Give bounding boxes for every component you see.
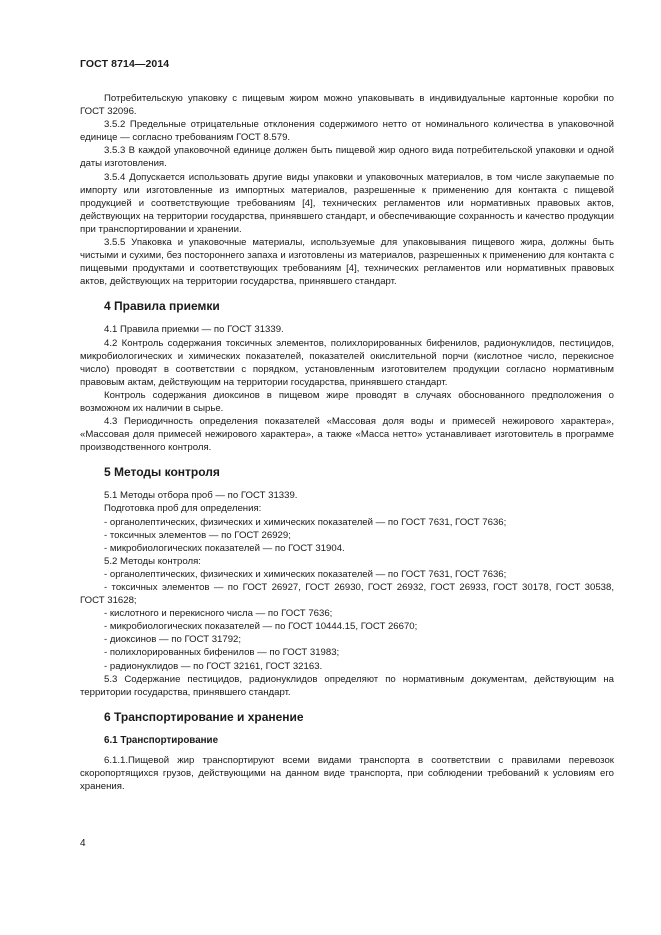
paragraph-5-2: 5.2 Методы контроля: — [104, 555, 201, 567]
section-5-heading: 5 Методы контроля — [104, 465, 220, 480]
section-4-heading: 4 Правила приемки — [104, 299, 220, 314]
section-6-heading: 6 Транспортирование и хранение — [104, 709, 304, 724]
standard-header: ГОСТ 8714—2014 — [80, 58, 170, 70]
list-item: - микробиологических показателей — по ГОСТ 10444.15, ГОСТ 26670; — [104, 621, 418, 633]
list-item: - полихлорированных бифенилов — по ГОСТ 31983; — [104, 647, 340, 659]
paragraph-4-2: 4.2 Контроль содержания токсичных элементов, полихлорированных бифенилов, радионуклидов, пестицидов, микробиологических и химических показателей, показателей окислительной порчи (кислотное число, перекисное число) проводят в соответствии с порядком, установленным изготовителем продукции согласно нормативным правовым актам, действующим на территории государства, принявшего стандарт. — [80, 337, 614, 388]
list-item: - органолептических, физических и химических показателей — по ГОСТ 7631, ГОСТ 7636; — [104, 516, 507, 528]
paragraph-6-1-1: 6.1.1.Пищевой жир транспортируют всеми видами транспорта в соответствии с правилами перевозок скоропортящихся грузов, действующими на данном виде транспорта, при соблюдении требований к условиям его хранения. — [80, 754, 614, 793]
sample-prep-intro: Подготовка проб для определения: — [104, 503, 262, 515]
list-item: - микробиологических показателей — по ГОСТ 31904. — [104, 542, 345, 554]
list-item: - органолептических, физических и химических показателей — по ГОСТ 7631, ГОСТ 7636; — [104, 568, 507, 580]
paragraph-5-3: 5.3 Содержание пестицидов, радионуклидов определяют по нормативным документам, действующим на территории государства, принявшего стандарт. — [80, 673, 614, 698]
list-item: - токсичных элементов — по ГОСТ 26927, ГОСТ 26930, ГОСТ 26932, ГОСТ 26933, ГОСТ 30178, ГОСТ 30538, ГОСТ 31628; — [80, 582, 614, 607]
paragraph-4-3: 4.3 Периодичность определения показателей «Массовая доля воды и примесей нежирового характера», «Массовая доля примесей нежирового характера», а также «Масса нетто» устанавливает изготовитель в программе производственного контроля. — [80, 416, 614, 454]
paragraph-4-2-dioxins: Контроль содержания диоксинов в пищевом жире проводят в случаях обоснованного предположения о возможном их наличии в сырье. — [80, 389, 614, 414]
paragraph-5-1: 5.1 Методы отбора проб — по ГОСТ 31339. — [104, 490, 298, 502]
document-body — [80, 92, 614, 793]
list-item: - кислотного и перекисного числа — по ГОСТ 7636; — [104, 608, 333, 620]
page-number: 4 — [80, 838, 86, 849]
paragraph-3-5-4: 3.5.4 Допускается использовать другие виды упаковки и упаковочных материалов, в том числе закупаемые по импорту или изготовленные из импортных материалов, разрешенные к применению для контакта с пищевой продукцией и соответствующие требованиям [4], технических регламентов или нормативных правовых актов, действующих на территории государства, принявшего стандарт, и обеспечивающие сохранность и качество продукции при транспортировании и хранении. — [80, 171, 614, 235]
paragraph-3-5-5: 3.5.5 Упаковка и упаковочные материалы, используемые для упаковывания пищевого жира, должны быть чистыми и сухими, без постороннего запаха и изготовлены из материалов, разрешенных к применению для контакта с пищевыми продуктами и соответствующих требованиям [4], технических регламентов или нормативных правовых актов, действующих на территории государства, принявшего стандарт. — [80, 237, 614, 288]
list-item: - диоксинов — по ГОСТ 31792; — [104, 634, 242, 646]
paragraph-4-1: 4.1 Правила приемки — по ГОСТ 31339. — [104, 324, 284, 336]
list-item: - токсичных элементов — по ГОСТ 26929; — [104, 529, 291, 541]
paragraph: Потребительскую упаковку с пищевым жиром можно упаковывать в индивидуальные картонные коробки по ГОСТ 32096. — [80, 93, 614, 118]
paragraph-3-5-2: 3.5.2 Предельные отрицательные отклонения содержимого нетто от номинального количества в упаковочной единице — согласно требованиям ГОСТ 8.579. — [80, 119, 614, 144]
paragraph-3-5-3: 3.5.3 В каждой упаковочной единице должен быть пищевой жир одного вида потребительской упаковки и одной даты изготовления. — [80, 145, 614, 170]
list-item: - радионуклидов — по ГОСТ 32161, ГОСТ 32163. — [104, 660, 323, 672]
subsection-6-1-heading: 6.1 Транспортирование — [104, 734, 219, 746]
